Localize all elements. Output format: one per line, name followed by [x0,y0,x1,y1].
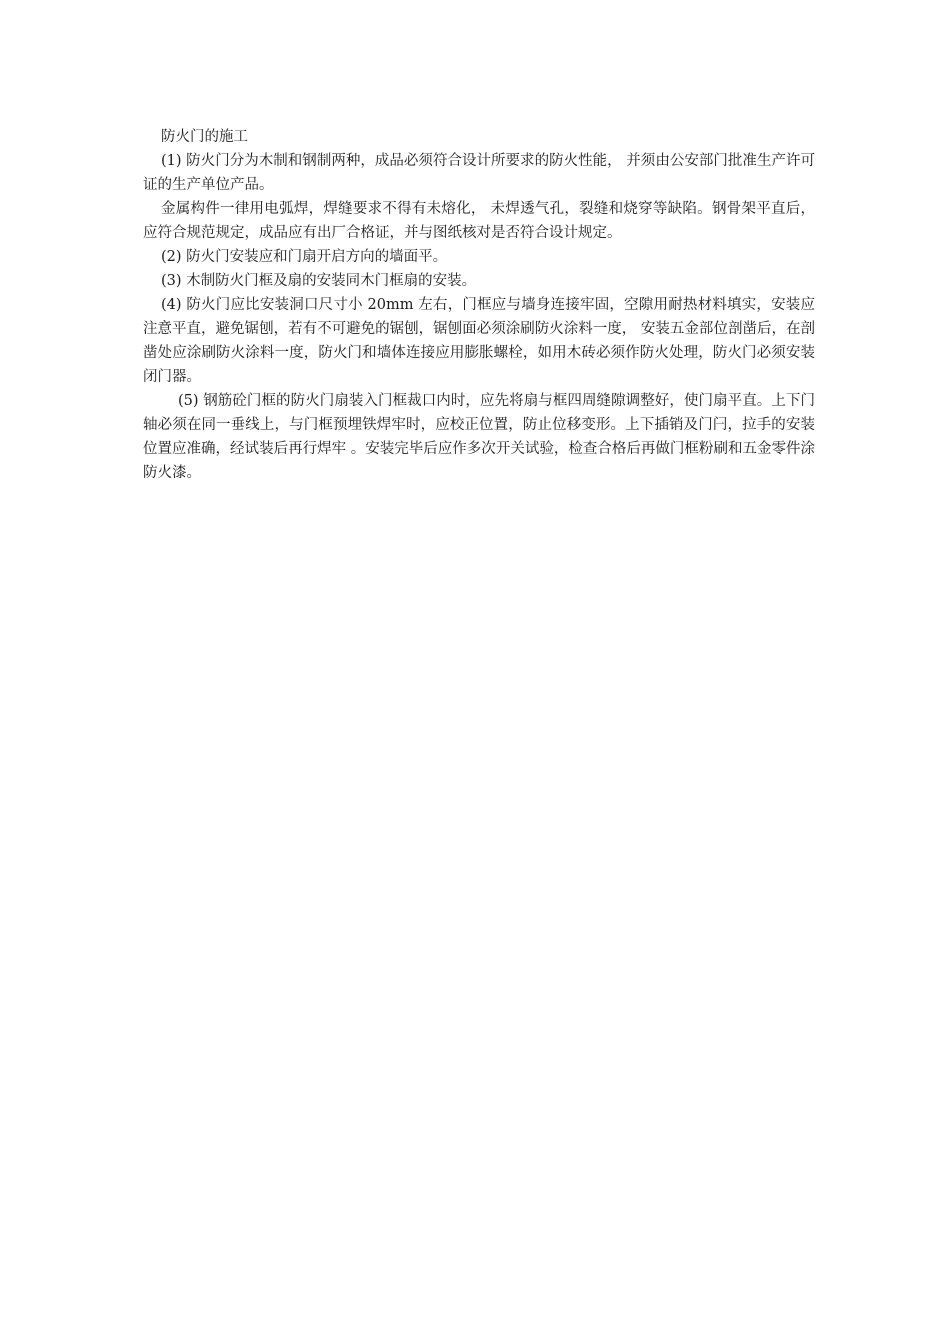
paragraph-5: (4) 防火门应比安装洞口尺寸小 20mm 左右，门框应与墙身连接牢固，空隙用耐热材料填实，安装应注意平直，避免锯刨，若有不可避免的锯刨，锯刨面必须涂刷防火涂料一度， 安装五金部位剖凿后，在剖凿处应涂刷防火涂料一度，防火门和墙体连接应用膨胀螺栓，如用木砖必须作防火处理，防火门必须安装闭门器。 [143,297,815,385]
document-body [143,125,815,485]
paragraph-1: (1) 防火门分为木制和钢制两种，成品必须符合设计所要求的防火性能， 并须由公安部门批准生产许可证的生产单位产品。 [143,153,815,193]
paragraph-4: (3) 木制防火门框及扇的安装同木门框扇的安装。 [161,273,477,289]
paragraph-6: (5) 钢筋砼门框的防火门扇装入门框裁口内时，应先将扇与框四周缝隙调整好，使门扇平直。上下门轴必须在同一垂线上，与门框预埋铁焊牢时，应校正位置，防止位移变形。上下插销及门闩，拉手的安装位置应准确，经试装后再行焊牢 。安装完毕后应作多次开关试验，检查合格后再做门框粉刷和五金零件涂防火漆。 [143,393,815,481]
document-title: 防火门的施工 [161,129,248,145]
paragraph-2: 金属构件一律用电弧焊，焊缝要求不得有未熔化， 未焊透气孔，裂缝和烧穿等缺陷。钢骨架平直后， 应符合规范规定，成品应有出厂合格证，并与图纸核对是否符合设计规定。 [143,201,815,241]
paragraph-3: (2) 防火门安装应和门扇开启方向的墙面平。 [161,249,448,265]
